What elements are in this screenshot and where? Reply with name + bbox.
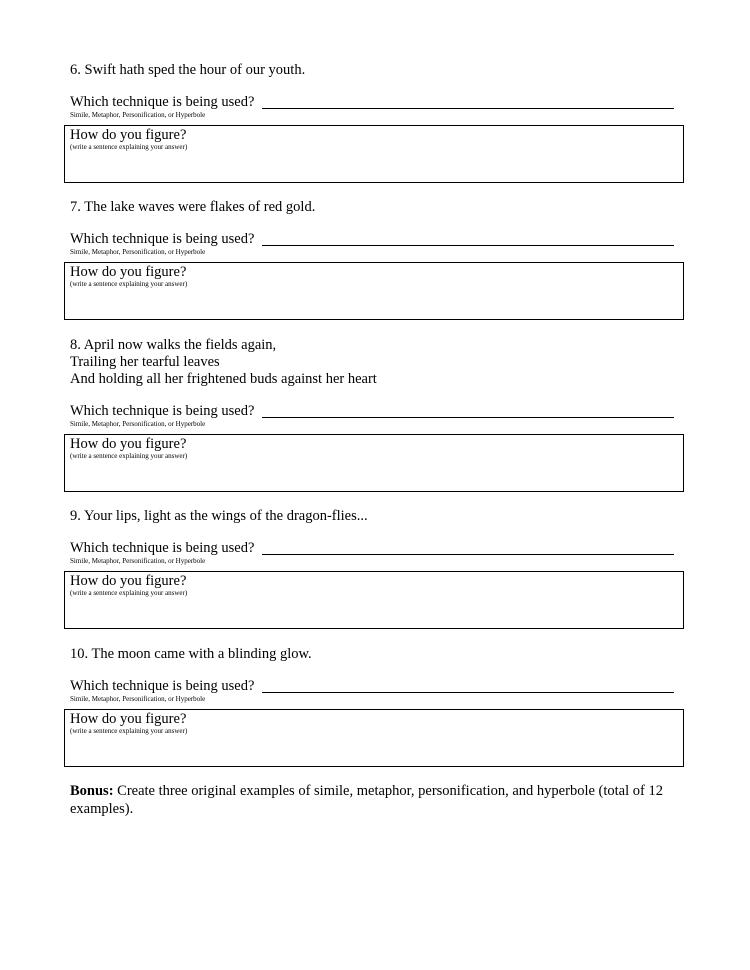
technique-question: Which technique is being used?	[70, 540, 255, 556]
explanation-box[interactable]	[64, 262, 684, 320]
technique-hint: Simile, Metaphor, Personification, or Hyperbole	[70, 111, 206, 119]
explanation-hint: (write a sentence explaining your answer)	[70, 452, 188, 460]
bonus-label: Bonus:	[70, 783, 114, 799]
explanation-title: How do you figure?	[70, 264, 187, 280]
explanation-title: How do you figure?	[70, 711, 187, 727]
technique-answer-line[interactable]	[262, 108, 674, 109]
technique-question: Which technique is being used?	[70, 231, 255, 247]
technique-question: Which technique is being used?	[70, 94, 255, 110]
explanation-hint: (write a sentence explaining your answer)	[70, 727, 188, 735]
bonus-text: Create three original examples of simile, metaphor, personification, and hyperbole (total of 12 examples).	[70, 783, 663, 817]
explanation-box[interactable]	[64, 571, 684, 629]
question-7	[64, 199, 688, 320]
prompt-line: 10. The moon came with a blinding glow.	[70, 646, 312, 662]
technique-row	[70, 231, 688, 248]
technique-hint: Simile, Metaphor, Personification, or Hyperbole	[70, 695, 206, 703]
question-6	[64, 62, 688, 183]
explanation-title: How do you figure?	[70, 127, 187, 143]
explanation-box[interactable]	[64, 434, 684, 492]
question-prompt	[70, 337, 688, 388]
question-9	[64, 508, 688, 629]
explanation-title: How do you figure?	[70, 436, 187, 452]
question-10	[64, 646, 688, 767]
question-8	[64, 337, 688, 492]
prompt-line: Trailing her tearful leaves	[70, 354, 220, 370]
prompt-line: 8. April now walks the fields again,	[70, 337, 277, 353]
technique-question: Which technique is being used?	[70, 678, 255, 694]
explanation-hint: (write a sentence explaining your answer)	[70, 280, 188, 288]
technique-row	[70, 540, 688, 557]
prompt-line: 9. Your lips, light as the wings of the dragon-flies...	[70, 508, 368, 524]
technique-question: Which technique is being used?	[70, 403, 255, 419]
prompt-line: And holding all her frightened buds against her heart	[70, 371, 377, 387]
technique-answer-line[interactable]	[262, 554, 674, 555]
bonus-instructions	[70, 782, 690, 818]
question-prompt	[70, 199, 688, 216]
technique-row	[70, 678, 688, 695]
question-prompt	[70, 646, 688, 663]
technique-answer-line[interactable]	[262, 245, 674, 246]
explanation-title: How do you figure?	[70, 573, 187, 589]
technique-row	[70, 94, 688, 111]
explanation-hint: (write a sentence explaining your answer)	[70, 589, 188, 597]
question-prompt	[70, 62, 688, 79]
explanation-hint: (write a sentence explaining your answer)	[70, 143, 188, 151]
explanation-box[interactable]	[64, 709, 684, 767]
prompt-line: 6. Swift hath sped the hour of our youth.	[70, 62, 306, 78]
technique-hint: Simile, Metaphor, Personification, or Hyperbole	[70, 557, 206, 565]
technique-hint: Simile, Metaphor, Personification, or Hyperbole	[70, 248, 206, 256]
technique-hint: Simile, Metaphor, Personification, or Hyperbole	[70, 420, 206, 428]
question-prompt	[70, 508, 688, 525]
technique-answer-line[interactable]	[262, 417, 674, 418]
technique-answer-line[interactable]	[262, 692, 674, 693]
prompt-line: 7. The lake waves were flakes of red gold.	[70, 199, 316, 215]
explanation-box[interactable]	[64, 125, 684, 183]
technique-row	[70, 403, 688, 420]
